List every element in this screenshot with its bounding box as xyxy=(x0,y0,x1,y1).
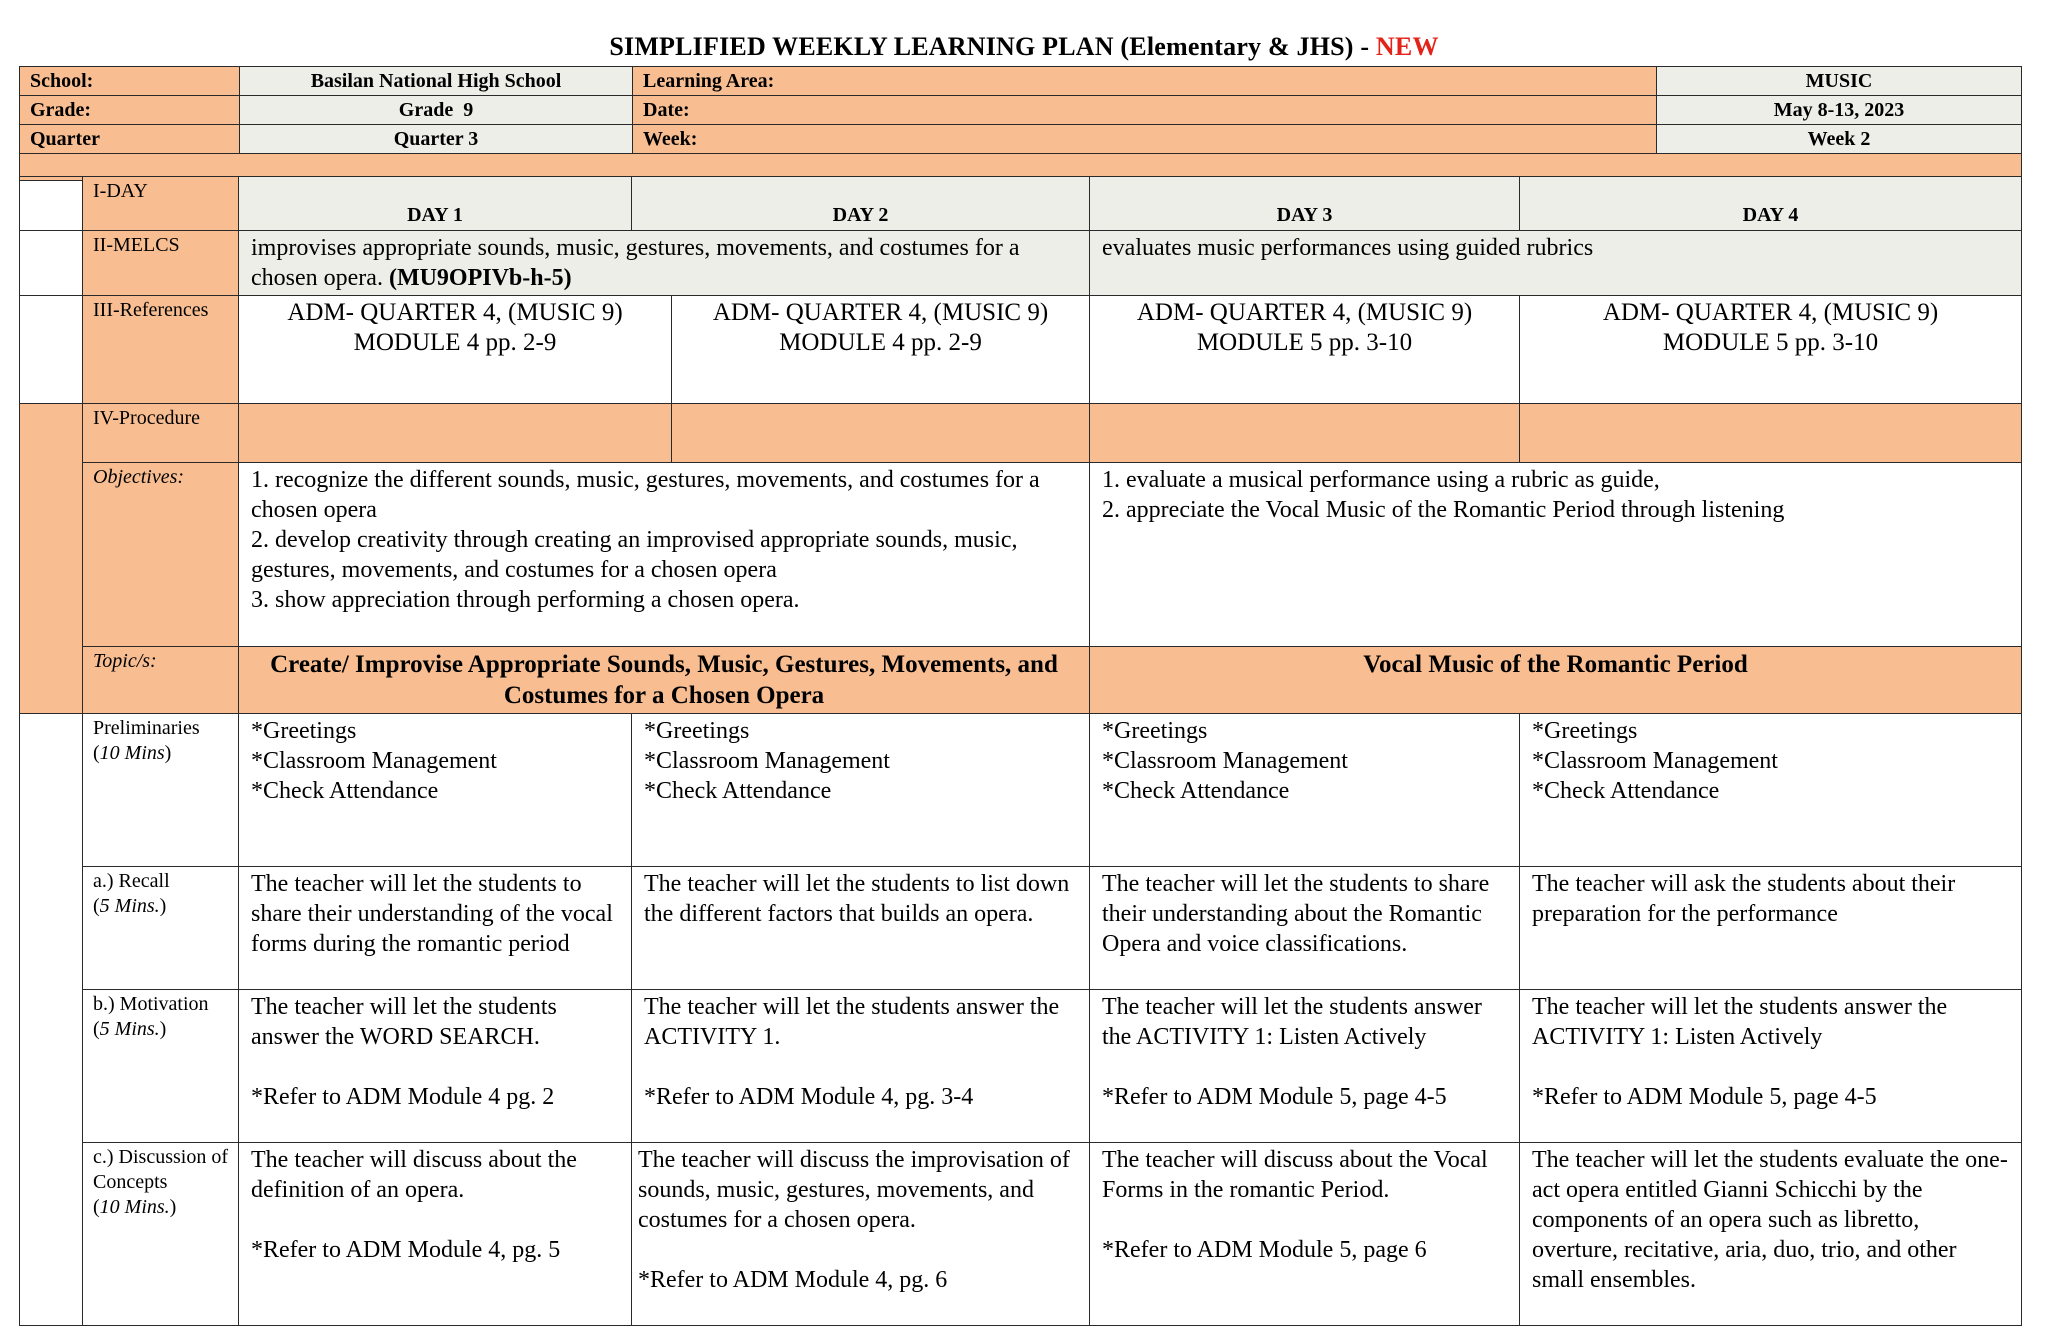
discussion-time: 10 Mins. xyxy=(99,1196,170,1218)
day-3-header: DAY 3 xyxy=(1090,177,1520,231)
day-2-header: DAY 2 xyxy=(632,177,1090,231)
discussion-label: c.) Discussion of Concepts (10 Mins.) xyxy=(83,1143,239,1326)
learning-area-label: Learning Area: xyxy=(633,67,1657,96)
school-value: Basilan National High School xyxy=(240,67,633,96)
topics-label: Topic/s: xyxy=(83,647,239,714)
preliminaries-label: Preliminaries (10 Mins) xyxy=(83,714,239,867)
side-cell xyxy=(20,714,83,1326)
preliminaries-day-3: *Greetings *Classroom Management *Check Attendance xyxy=(1090,714,1520,867)
discussion-day-2: The teacher will discuss the improvisation of sounds, music, gestures, movements, and costumes for a chosen opera. *Refer to ADM Module 4, pg. 6 xyxy=(632,1143,1090,1326)
recall-label: a.) Recall (5 Mins.) xyxy=(83,867,239,990)
header-info-table xyxy=(19,66,2022,181)
topic-left: Create/ Improvise Appropriate Sounds, Music, Gestures, Movements, and Costumes for a Chosen Opera xyxy=(239,647,1090,714)
day-4-header: DAY 4 xyxy=(1520,177,2022,231)
title-new-badge: NEW xyxy=(1375,32,1439,61)
row-motivation xyxy=(20,990,2022,1143)
motivation-label: b.) Motivation (5 Mins.) xyxy=(83,990,239,1143)
melcs-code: (MU9OPIVb-h-5) xyxy=(388,265,572,291)
grade-value: Grade 9 xyxy=(240,96,633,125)
week-value: Week 2 xyxy=(1657,125,2022,154)
side-cell xyxy=(20,296,83,404)
objectives-left: 1. recognize the different sounds, music, gestures, movements, and costumes for a chosen opera 2. develop creativity through creating an improvised appropriate sounds, music, gestures, movements, and costumes for a chosen opera 3. show appreciation through performing a chosen opera. xyxy=(239,463,1090,647)
row-recall xyxy=(20,867,2022,990)
reference-day-1: ADM- QUARTER 4, (MUSIC 9) MODULE 4 pp. 2-9 xyxy=(239,296,672,404)
lesson-plan-table xyxy=(19,176,2022,1326)
preliminaries-label-text: Preliminaries xyxy=(93,717,200,739)
grade-label: Grade: xyxy=(20,96,240,125)
preliminaries-day-2: *Greetings *Classroom Management *Check Attendance xyxy=(632,714,1090,867)
motivation-day-2: The teacher will let the students answer the ACTIVITY 1. *Refer to ADM Module 4, pg. 3-4 xyxy=(632,990,1090,1143)
reference-day-2: ADM- QUARTER 4, (MUSIC 9) MODULE 4 pp. 2-9 xyxy=(672,296,1090,404)
motivation-day-3: The teacher will let the students answer the ACTIVITY 1: Listen Actively *Refer to ADM Module 5, page 4-5 xyxy=(1090,990,1520,1143)
recall-day-1: The teacher will let the students to share their understanding of the vocal forms during the romantic period xyxy=(239,867,632,990)
discussion-label-text: c.) Discussion of Concepts xyxy=(93,1146,228,1193)
school-label: School: xyxy=(20,67,240,96)
title-main: SIMPLIFIED WEEKLY LEARNING PLAN (Elementary & JHS) - xyxy=(609,32,1376,61)
motivation-day-4: The teacher will let the students answer the ACTIVITY 1: Listen Actively *Refer to ADM Module 5, page 4-5 xyxy=(1520,990,2022,1143)
procedure-side-cell xyxy=(20,404,83,714)
procedure-day-2 xyxy=(672,404,1090,463)
side-cell xyxy=(20,177,83,231)
row-objectives xyxy=(20,463,2022,647)
side-cell xyxy=(20,231,83,296)
row-topics xyxy=(20,647,2022,714)
procedure-label: IV-Procedure xyxy=(83,404,239,463)
melcs-label: II-MELCS xyxy=(83,231,239,296)
procedure-day-1 xyxy=(239,404,672,463)
quarter-label: Quarter xyxy=(20,125,240,154)
week-label: Week: xyxy=(633,125,1657,154)
preliminaries-day-4: *Greetings *Classroom Management *Check Attendance xyxy=(1520,714,2022,867)
melcs-left xyxy=(239,231,1090,296)
procedure-day-3 xyxy=(1090,404,1520,463)
recall-label-text: a.) Recall xyxy=(93,870,170,892)
procedure-day-4 xyxy=(1520,404,2022,463)
reference-day-4: ADM- QUARTER 4, (MUSIC 9) MODULE 5 pp. 3-10 xyxy=(1520,296,2022,404)
row-iday xyxy=(20,177,2022,231)
objectives-right: 1. evaluate a musical performance using a rubric as guide, 2. appreciate the Vocal Music of the Romantic Period through listening xyxy=(1090,463,2022,647)
topic-right: Vocal Music of the Romantic Period xyxy=(1090,647,2022,714)
melcs-left-text: improvises appropriate sounds, music, gestures, movements, and costumes for a chosen opera. xyxy=(251,235,1020,291)
discussion-day-4: The teacher will let the students evaluate the one-act opera entitled Gianni Schicchi by the components of an opera such as libretto, overture, recitative, aria, duo, trio, and other small ensembles. xyxy=(1520,1143,2022,1326)
recall-day-2: The teacher will let the students to list down the different factors that builds an opera. xyxy=(632,867,1090,990)
recall-day-4: The teacher will ask the students about their preparation for the performance xyxy=(1520,867,2022,990)
recall-time: 5 Mins. xyxy=(99,895,160,917)
row-preliminaries xyxy=(20,714,2022,867)
motivation-time: 5 Mins. xyxy=(99,1018,160,1040)
objectives-label: Objectives: xyxy=(83,463,239,647)
row-procedure xyxy=(20,404,2022,463)
iday-label: I-DAY xyxy=(83,177,239,231)
day-1-header: DAY 1 xyxy=(239,177,632,231)
recall-day-3: The teacher will let the students to share their understanding about the Romantic Opera and voice classifications. xyxy=(1090,867,1520,990)
references-label: III-References xyxy=(83,296,239,404)
document-title xyxy=(0,32,2048,62)
preliminaries-day-1: *Greetings *Classroom Management *Check Attendance xyxy=(239,714,632,867)
quarter-value: Quarter 3 xyxy=(240,125,633,154)
motivation-label-text: b.) Motivation xyxy=(93,993,209,1015)
row-discussion xyxy=(20,1143,2022,1326)
preliminaries-time: 10 Mins xyxy=(99,742,165,764)
motivation-day-1: The teacher will let the students answer the WORD SEARCH. *Refer to ADM Module 4 pg. 2 xyxy=(239,990,632,1143)
row-melcs xyxy=(20,231,2022,296)
discussion-day-3: The teacher will discuss about the Vocal Forms in the romantic Period. *Refer to ADM Module 5, page 6 xyxy=(1090,1143,1520,1326)
row-references xyxy=(20,296,2022,404)
date-label: Date: xyxy=(633,96,1657,125)
reference-day-3: ADM- QUARTER 4, (MUSIC 9) MODULE 5 pp. 3-10 xyxy=(1090,296,1520,404)
melcs-right: evaluates music performances using guided rubrics xyxy=(1090,231,2022,296)
learning-area-value: MUSIC xyxy=(1657,67,2022,96)
date-value: May 8-13, 2023 xyxy=(1657,96,2022,125)
discussion-day-1: The teacher will discuss about the definition of an opera. *Refer to ADM Module 4, pg. 5 xyxy=(239,1143,632,1326)
